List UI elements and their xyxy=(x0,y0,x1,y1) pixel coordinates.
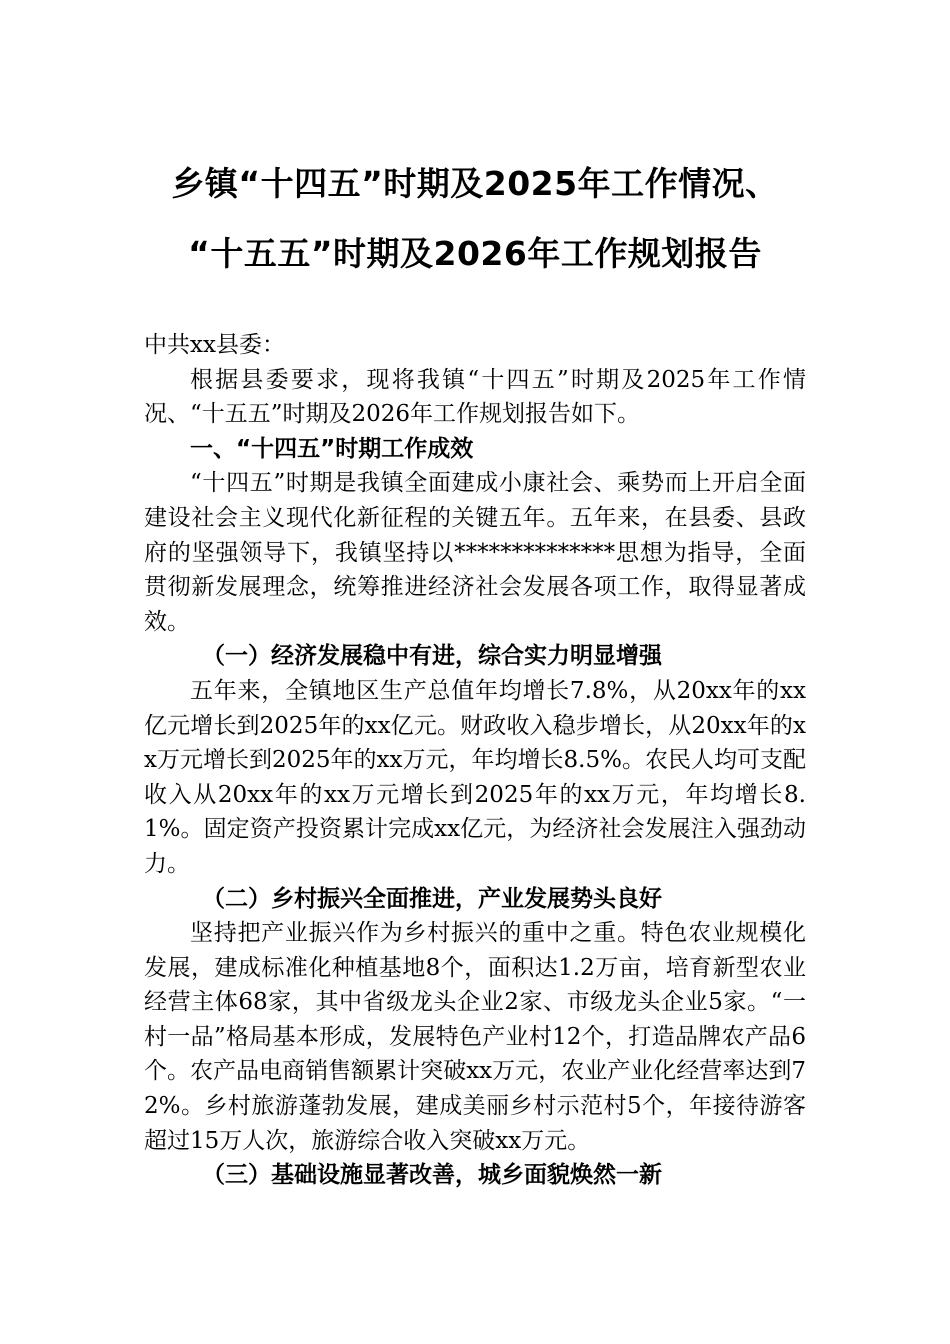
report-title-line-1: 乡镇“十四五”时期及2025年工作情况、 xyxy=(171,164,779,203)
subsection-1-paragraph: 五年来，全镇地区生产总值年均增长7.8%，从20xx年的xx亿元增长到2025年的xx亿元。财政收入稳步增长，从20xx年的xx万元增长到2025年的xx万元，年均增长8.5%。农民人均可支配收入从20xx年的xx万元增长到2025年的xx万元，年均增长8.1%。固定资产投资累计完成xx亿元，为经济社会发展注入强劲动力。 xyxy=(144,677,806,877)
intro-paragraph: 根据县委要求，现将我镇“十四五”时期及2025年工作情况、“十五五”时期及2026年工作规划报告如下。 xyxy=(144,366,806,428)
report-title-line-2: “十五五”时期及2026年工作规划报告 xyxy=(188,234,762,273)
subsection-2-paragraph: 坚持把产业振兴作为乡村振兴的重中之重。特色农业规模化发展，建成标准化种植基地8个，面积达1.2万亩，培育新型农业经营主体68家，其中省级龙头企业2家、市级龙头企业5家。“一村一品”格局基本形成，发展特色产业村12个，打造品牌农产品6个。农产品电商销售额累计突破xx万元，农业产业化经营率达到72%。乡村旅游蓬勃发展，建成美丽乡村示范村5个，年接待游客超过15万人次，旅游综合收入突破xx万元。 xyxy=(144,920,806,1154)
report-body xyxy=(144,328,806,1193)
subsection-3-heading: （三）基础设施显著改善，城乡面貌焕然一新 xyxy=(202,1161,662,1189)
section-1-heading: 一、“十四五”时期工作成效 xyxy=(190,435,474,462)
subsection-1-heading: （一）经济发展稳中有进，综合实力明显增强 xyxy=(202,642,662,670)
section-1-intro-paragraph: “十四五”时期是我镇全面建成小康社会、乘势而上开启全面建设社会主义现代化新征程的关键五年。五年来，在县委、县政府的坚强领导下，我镇坚持以**************思想为指导，全面贯彻新发展理念，统筹推进经济社会发展各项工作，取得显著成效。 xyxy=(144,470,806,635)
subsection-2-heading: （二）乡村振兴全面推进，产业发展势头良好 xyxy=(202,884,662,912)
salutation: 中共xx县委： xyxy=(144,332,285,358)
